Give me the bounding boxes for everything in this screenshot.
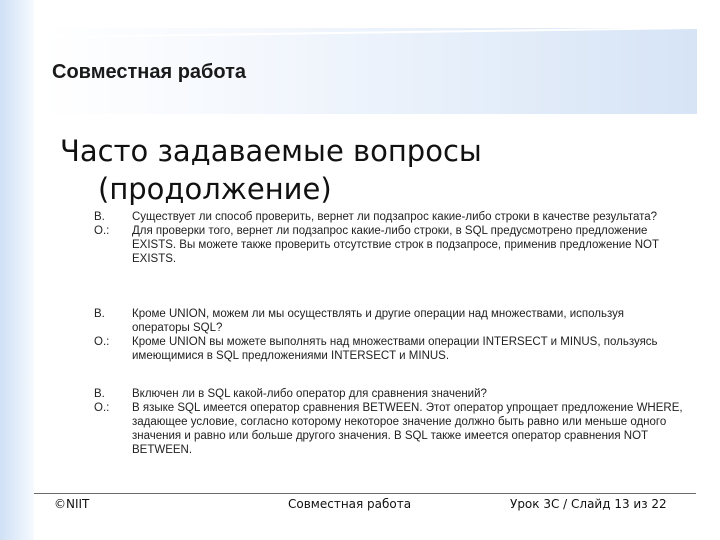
- question-label: В.: [94, 308, 105, 320]
- faq-question-row: [94, 210, 684, 224]
- faq-item-1: [94, 210, 684, 266]
- footer-divider: [34, 493, 696, 494]
- footer-slide-number: Урок 3C / Слайд 13 из 22: [510, 497, 667, 511]
- answer-text: Для проверки того, вернет ли подзапрос какие-либо строки, в SQL предусмотрено предложение EXISTS. Вы можете также проверить отсутствие строк в подзапросе, применив предложение NOT EXISTS.: [132, 225, 659, 265]
- section-title: Совместная работа: [52, 61, 247, 83]
- faq-question-row: [94, 387, 684, 401]
- answer-text: В языке SQL имеется оператор сравнения BETWEEN. Этот оператор упрощает предложение WHERE, задающее условие, согласно которому некоторое значение должно быть равно или меньше одного значения и равно или больше другого значения. В SQL также имеется оператор сравнения NOT BETWEEN.: [132, 402, 683, 456]
- faq-answer-row: [94, 401, 684, 457]
- question-text: Кроме UNION, можем ли мы осуществлять и другие операции над множествами, используя операторы SQL?: [132, 308, 624, 334]
- answer-label: О.:: [94, 225, 110, 237]
- question-label: В.: [94, 388, 105, 400]
- slide-heading-line2: (продолжение): [98, 172, 332, 206]
- faq-answer-row: [94, 335, 684, 363]
- question-text: Существует ли способ проверить, вернет ли подзапрос какие-либо строки в качестве результата?: [132, 211, 658, 223]
- faq-answer-row: [94, 224, 684, 266]
- faq-item-3: [94, 387, 684, 457]
- footer-copyright: ©NIIT: [54, 497, 90, 511]
- left-decorative-bar: [0, 0, 34, 540]
- answer-label: О.:: [94, 402, 110, 414]
- question-text: Включен ли в SQL какой-либо оператор для сравнения значений?: [132, 388, 487, 400]
- faq-item-2: [94, 307, 684, 363]
- answer-text: Кроме UNION вы можете выполнять над множествами операции INTERSECT и MINUS, пользуясь имеющимися в SQL предложениями INTERSECT и MINUS.: [132, 336, 658, 362]
- faq-question-row: [94, 307, 684, 335]
- footer-course-title: Совместная работа: [288, 497, 412, 511]
- answer-label: О.:: [94, 336, 110, 348]
- slide-heading: [60, 132, 620, 208]
- question-label: В.: [94, 211, 105, 223]
- slide-heading-line1: Часто задаваемые вопросы: [60, 134, 482, 168]
